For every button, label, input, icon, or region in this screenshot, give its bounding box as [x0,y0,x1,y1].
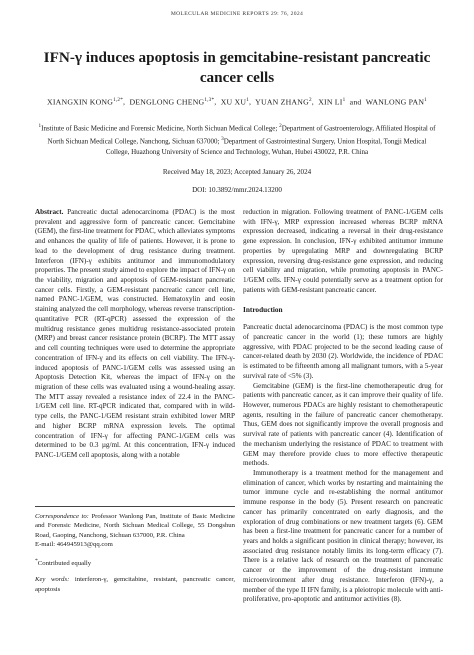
author-name: DENGLONG CHENG [129,97,205,107]
author-affiliation-sup: 1 [246,97,249,103]
author-affiliation-sup: 1,3* [204,97,215,103]
affiliation-text: Department of Gastroenterology, Affiliated Hospital of North Sichuan Medical College, Nanchong, Sichuan 637000; [47,124,436,146]
introduction-heading: Introduction [243,305,283,315]
correspondence-email: E-mail: 464945913@qq.com [35,541,113,549]
introduction-paragraph-2: Gemcitabine (GEM) is the first-line chemotherapeutic drug for patients with pancreatic cancer, as it can improve their quality of life. However, numerous PDACs are highly resistant to chemotherapeutic agents, resulting in the failure of pancreatic cancer chemotherapy. Thus, GEM does not significantly improve the overall prognosis and survival rate of patients with pancreatic cancer (4). Identification of the mechanism underlying the resistance of PDAC to treatment with GEM may therefore provide clues to more effective therapeutic methods. [243,381,443,468]
left-column [35,208,235,461]
author-name: XU XU [220,97,247,107]
abstract-continued: reduction in migration. Following treatment of PANC-1/GEM cells with IFN-γ, MRP expression increased whereas BCRP mRNA expression decreased, indicating a reversal in their drug-resistance gene expression. In conclusion, IFN-γ exhibited antitumor immune properties by upregulating MRP and downregulating BCRP expression, reversing drug-resistance gene expression, and reducing cell viability and migration, while promoting apoptosis in PANC-1/GEM cells. IFN-γ could potentially serve as a treatment option for patients with GEM-resistant pancreatic cancer. [243,208,443,294]
author-affiliation-sup: 2 [308,97,312,103]
author-affiliation-sup: 1 [424,97,427,103]
footnotes [35,512,235,594]
author-conjunction: and [349,97,362,107]
affiliation-number: 1 [38,123,42,129]
abstract-text: Pancreatic ductal adenocarcinoma (PDAC) is the most prevalent and aggressive form of pancreatic cancer. Gemcitabine (GEM), the first-line treatment for PDAC, which alleviates symptoms and enhances the quality of life of patients. However, it is prone to lead to the development of drug resistance during treatment. Interferon (IFN)-γ exhibits antitumor and immunomodulatory properties. The present study aimed to explore the impact of IFN-γ on the viability, migration and apoptosis of GEM-resistant pancreatic cancer cells. Firstly, a GEM-resistant pancreatic cancer cell line, named PANC-1/GEM, was constructed. Hematoxylin and eosin staining analyzed the cell morphology, whereas reverse transcription-quantitative PCR (RT-qPCR) assessed the expression of the multidrug resistance genes multidrug resistance-associated protein (MRP) and breast cancer resistance protein (BCRP). The MTT assay and cell counting techniques were used to determine the appropriate concentration of IFN-γ and its effects on cell viability. The IFN-γ-induced apoptosis of PANC-1/GEM cells was assessed using an Apoptosis Detection Kit, whereas the impact of IFN-γ on the migration of these cells was evaluated using a wound-healing assay. The MTT assay revealed a resistance index of 22.4 in the PANC-1/GEM cell line. RT-qPCR indicated that, compared with in wild-type cells, the PANC-1/GEM resistant strain exhibited lower MRP and higher BCRP mRNA expression levels. The optimal concentration of IFN-γ for affecting PANC-1/GEM cells was determined to be 0.3 µg/ml. At this concentration, IFN-γ induced PANC-1/GEM cell apoptosis, along with a notable [35,208,235,459]
contribution-note [35,557,235,569]
correspondence-text: Professor Wanlong Pan, Institute of Basic Medicine and Forensic Medicine, North Sichuan Medical College, 55 Dongshun Road, Gaoping, Nanchong, Sichuan 637000, P.R. China [35,513,236,539]
doi-line: DOI: 10.3892/mmr.2024.13200 [192,186,282,194]
received-accepted-dates: Received May 18, 2023; Accepted January 26, 2024 [162,168,312,176]
author-name: XIANGXIN KONG [47,97,114,107]
author-name: YUAN ZHANG [255,97,309,107]
right-column [243,208,443,605]
introduction-paragraph-3: Immunotherapy is a treatment method for the management and elimination of cancer, which works by restarting and maintaining the tumor immune cycle and re-establishing the normal antitumor immune response in the body (5). Present research on pancreatic cancer has primarily concentrated on early diagnosis, and the exploration of drug combinations or new treatment targets (6). GEM has been a first-line treatment for pancreatic cancer for a number of years and holds a significant position in clinical therapy; however, its associated drug resistance notably limits its long-term efficacy (7). There is a relative lack of research on the treatment of pancreatic cancer or the improvement of the drug-resistant immune microenvironment after drug resistance. Interferon (IFN)-γ, a member of the type II IFN family, is a pleiotropic molecule with anti-proliferative, pro-apoptotic and antitumor activities (8). [243,468,443,604]
affiliation-text: Department of Gastrointestinal Surgery, Union Hospital, Tongji Medical College, Huazhong University of Science and Technology, Wuhan, Hubei 430022, P.R. China [105,137,427,156]
author-affiliation-sup: 1 [342,97,346,103]
introduction-paragraph-1: Pancreatic ductal adenocarcinoma (PDAC) is the most common type of pancreatic cancer in the world (1); these tumors are highly aggressive, with PDAC projected to be the second leading cause of cancer-related death by 2030 (2). Worldwide, the incidence of PDAC is estimated to be fifteenth among all malignant tumors, with a 5-year survival rate of <5% (3). [243,323,443,380]
correspondence-label: Correspondence to: [35,513,89,520]
keywords-text: interferon-γ, gemcitabine, resistant, pancreatic cancer, apoptosis [35,576,235,593]
keywords-note [35,575,235,594]
correspondence-note [35,512,235,540]
article-title: IFN-γ induces apoptosis in gemcitabine-resistant pancreatic cancer cells [43,49,431,86]
footnote-divider [35,506,235,507]
contribution-marker: * [35,557,38,564]
running-head: MOLECULAR MEDICINE REPORTS 29: 76, 2024 [170,11,304,17]
author-list: XIANGXIN $KONG^{1,2*}$, DENGLONG $CHENG^{1,3*}$, XU $XU^1$, YUAN ZHANG$^2$, XIN $LI^1$ and WANLONG PAN$^1$ [47,97,427,107]
author-name: WANLONG PAN [365,97,425,107]
affiliation-text: Institute of Basic Medicine and Forensic Medicine, North Sichuan Medical College; [41,124,280,133]
abstract-label: Abstract. [35,208,64,216]
author-affiliation-sup: 1,2* [113,97,123,103]
keywords-label: Key words: [35,576,70,584]
abstract-paragraph [35,208,235,461]
affiliations [38,121,436,157]
author-name: XIN LI [318,97,343,107]
contribution-text: Contributed equally [37,559,92,567]
affiliation-number: 3 [221,135,224,142]
affiliation-number: 2 [279,123,282,129]
